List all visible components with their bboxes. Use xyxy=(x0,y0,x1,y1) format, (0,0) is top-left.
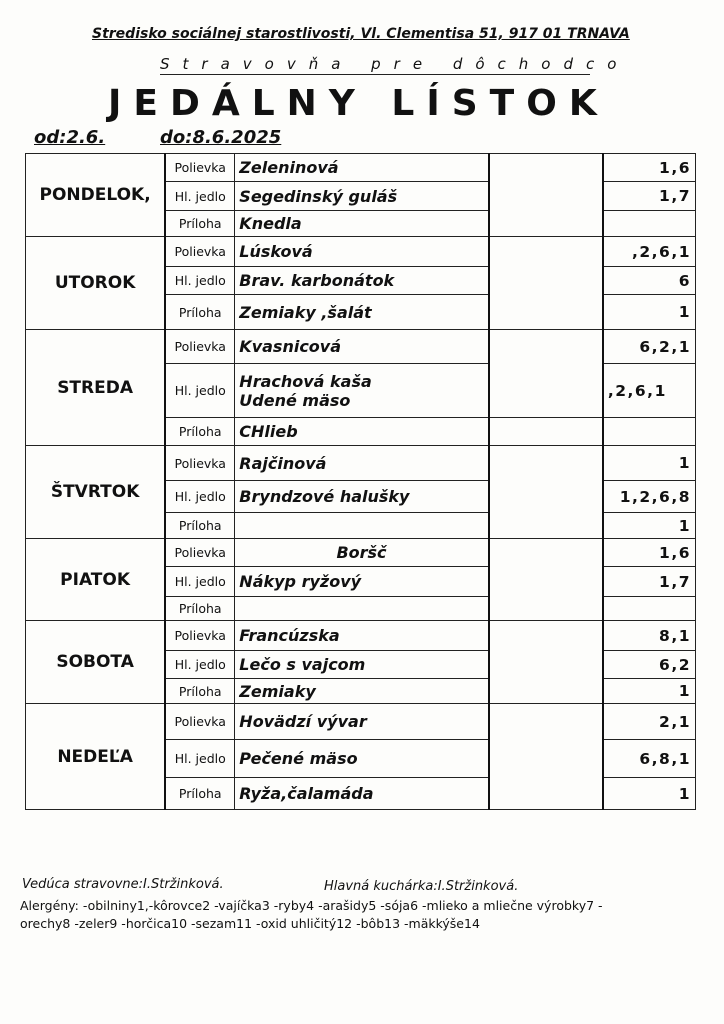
dish-soup: Hovädzí vývar xyxy=(235,704,489,740)
allergens-legend xyxy=(20,897,680,933)
dish-side: Zemiaky ,šalát xyxy=(235,295,489,330)
blank-column xyxy=(489,330,603,418)
label-side: Príloha xyxy=(165,597,235,621)
allergens-side xyxy=(603,418,696,446)
label-main: Hl. jedlo xyxy=(165,567,235,597)
dish-soup: Lúsková xyxy=(235,237,489,267)
date-from: od:2.6. xyxy=(34,127,106,148)
table-row xyxy=(26,621,696,651)
table-row xyxy=(26,237,696,267)
label-soup: Polievka xyxy=(165,330,235,364)
label-soup: Polievka xyxy=(165,539,235,567)
day-tuesday: UTOROK xyxy=(26,237,166,330)
footer-signatures xyxy=(22,877,702,892)
blank-column xyxy=(489,539,603,621)
manager-signature: Vedúca stravovne:I.Stržinková. xyxy=(22,877,224,892)
allergens-soup: 1,6 xyxy=(603,154,696,182)
allergens-side: 1 xyxy=(603,778,696,810)
menu-table xyxy=(25,153,696,810)
allergens-main: 6,2 xyxy=(603,651,696,679)
institution-header: Stredisko sociálnej starostlivosti, Vl. Clementisa 51, 917 01 TRNAVA xyxy=(92,26,630,42)
label-main: Hl. jedlo xyxy=(165,651,235,679)
dish-side: Knedla xyxy=(235,211,489,237)
table-row xyxy=(26,154,696,182)
label-side: Príloha xyxy=(165,679,235,704)
allergens-main: 1,7 xyxy=(603,182,696,211)
table-row xyxy=(26,539,696,567)
table-row xyxy=(26,446,696,481)
blank-column xyxy=(489,621,603,704)
allergens-soup: 6,2,1 xyxy=(603,330,696,364)
label-soup: Polievka xyxy=(165,704,235,740)
allergens-side: 1 xyxy=(603,679,696,704)
allergens-main: 6 xyxy=(603,267,696,295)
dish-side: Ryža,čalamáda xyxy=(235,778,489,810)
label-soup: Polievka xyxy=(165,237,235,267)
dish-side: Zemiaky xyxy=(235,679,489,704)
allergens-main: 1,7 xyxy=(603,567,696,597)
label-side: Príloha xyxy=(165,418,235,446)
allergens-soup: 8,1 xyxy=(603,621,696,651)
label-side: Príloha xyxy=(165,211,235,237)
day-friday: PIATOK xyxy=(26,539,166,621)
label-side: Príloha xyxy=(165,513,235,539)
dish-main: Brav. karbonátok xyxy=(235,267,489,295)
dish-main: Bryndzové halušky xyxy=(235,481,489,513)
dish-soup: Rajčinová xyxy=(235,446,489,481)
dish-main xyxy=(235,364,489,418)
dish-soup: Kvasnicová xyxy=(235,330,489,364)
dish-side xyxy=(235,513,489,539)
dish-main: Segedinský guláš xyxy=(235,182,489,211)
subtitle: Stravovňa pre dôchodco xyxy=(160,55,630,73)
allergens-main: 1,2,6,8 xyxy=(603,481,696,513)
dish-main: Lečo s vajcom xyxy=(235,651,489,679)
blank-column xyxy=(489,446,603,539)
dish-side xyxy=(235,597,489,621)
allergens-side: 1 xyxy=(603,295,696,330)
allergens-main: 6,8,1 xyxy=(603,740,696,778)
allergens-main: ,2,6,1 xyxy=(603,364,696,418)
page-title: JEDÁLNY LÍSTOK xyxy=(108,83,609,124)
label-main: Hl. jedlo xyxy=(165,740,235,778)
dish-main-line2: Udené mäso xyxy=(239,390,351,410)
day-saturday: SOBOTA xyxy=(26,621,166,704)
blank-column xyxy=(489,704,603,810)
label-side: Príloha xyxy=(165,295,235,330)
allergens-legend-line: orechy8 -zeler9 -horčica10 -sezam11 -oxid uhličitý12 -bôb13 -mäkkýše14 xyxy=(20,916,480,931)
label-side: Príloha xyxy=(165,778,235,810)
dish-main-line1: Hrachová kaša xyxy=(239,371,372,391)
blank-column xyxy=(489,154,603,237)
day-sunday: NEDEĽA xyxy=(26,704,166,810)
dish-main: Pečené mäso xyxy=(235,740,489,778)
blank-column xyxy=(489,418,603,446)
allergens-legend-line: Alergény: -obilniny1,-kôrovce2 -vajíčka3 -ryby4 -arašidy5 -sója6 -mlieko a mliečne výrobky7 - xyxy=(20,898,603,913)
allergens-side xyxy=(603,211,696,237)
label-soup: Polievka xyxy=(165,446,235,481)
cook-signature: Hlavná kuchárka:I.Stržinková. xyxy=(324,879,519,894)
label-main: Hl. jedlo xyxy=(165,182,235,211)
dish-soup: Boršč xyxy=(235,539,489,567)
dish-soup: Zeleninová xyxy=(235,154,489,182)
allergens-side xyxy=(603,597,696,621)
allergens-soup: 1 xyxy=(603,446,696,481)
dish-side: CHlieb xyxy=(235,418,489,446)
label-main: Hl. jedlo xyxy=(165,481,235,513)
label-soup: Polievka xyxy=(165,154,235,182)
day-monday: PONDELOK, xyxy=(26,154,166,237)
date-to: do:8.6.2025 xyxy=(160,127,282,148)
day-thursday: ŠTVRTOK xyxy=(26,446,166,539)
table-row xyxy=(26,330,696,364)
label-main: Hl. jedlo xyxy=(165,267,235,295)
day-wednesday: STREDA xyxy=(26,330,166,446)
blank-column xyxy=(489,237,603,330)
allergens-side: 1 xyxy=(603,513,696,539)
allergens-soup: 1,6 xyxy=(603,539,696,567)
table-row xyxy=(26,704,696,740)
dish-soup: Francúzska xyxy=(235,621,489,651)
allergens-soup: ,2,6,1 xyxy=(603,237,696,267)
label-main: Hl. jedlo xyxy=(165,364,235,418)
allergens-soup: 2,1 xyxy=(603,704,696,740)
label-soup: Polievka xyxy=(165,621,235,651)
dish-main: Nákyp ryžový xyxy=(235,567,489,597)
